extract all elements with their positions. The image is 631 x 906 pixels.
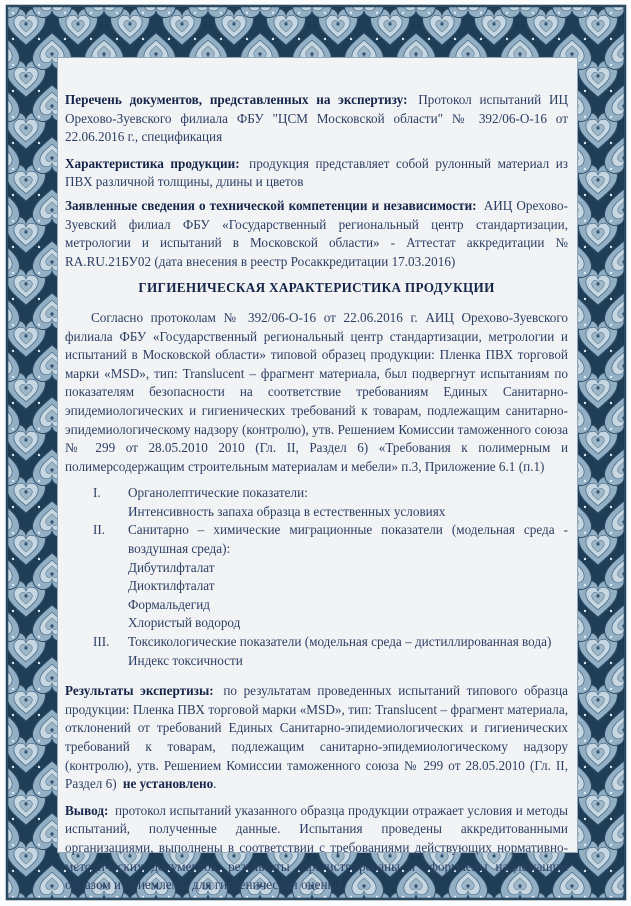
section-conclusion [65,802,568,895]
list-item-numeral: I. [93,485,101,501]
section-docs-label: Перечень документов, представленных на экспертизу: [65,92,408,107]
section-results-text: по результатам проведенных испытаний типового образца продукции: Пленка ПВХ торговой марки «MSD», тип: Translucent – фрагмент материала, отклонений от требований Единых Санитарно-эпидемиологических и гигиенических требований к товарам, подлежащим санитарно-эпидемиологическому надзору (контролю), утв. Решением Комиссии таможенного союза № 299 от 28.05.2010 (Гл. II, Раздел 6) [65,683,569,792]
indicator-line: Дибутилфталат [128,559,215,575]
section-results-verdict: не установлено [122,776,214,792]
list-item [93,484,568,521]
section-product-text: продукция представляет собой рулонный материал из ПВХ различной толщины, длины и цветов [65,155,568,190]
section-expertise-results [65,682,568,794]
document-content-area [57,57,578,893]
list-item [93,633,568,670]
page-title: ГИГИЕНИЧЕСКАЯ ХАРАКТЕРИСТИКА ПРОДУКЦИИ [138,280,495,296]
indicator-line: Санитарно – химические миграционные показатели (модельная среда - воздушная среда): [128,522,568,557]
list-item-lines [128,633,568,670]
indicator-line: Интенсивность запаха образца в естественных условиях [128,503,446,519]
indicator-list [93,484,568,670]
list-item [93,521,568,633]
indicator-line: Диоктилфталат [128,578,215,594]
list-item-lines [128,521,568,633]
list-item-numeral: II. [93,522,106,538]
section-results-label: Результаты экспертизы: [65,683,214,699]
list-item-numeral: III. [93,634,110,650]
section-product-characteristic [65,155,568,192]
section-product-label: Характеристика продукции: [65,155,240,171]
section-competence [65,197,568,271]
list-item-lines [128,484,568,521]
section-results-period: . [213,776,217,792]
section-conclusion-label: Вывод: [65,802,109,818]
section-docs-list [65,91,568,147]
indicator-line: Формальдегид [128,596,210,612]
section-competence-label: Заявленные сведения о технической компетенции и независимости: [65,197,477,213]
section-according-protocols: Согласно протоколам № 392/06-О-16 от 22.06.2016 г. АИЦ Орехово-Зуевского филиала ФБУ «Государственный региональный центр стандартизации, метрологии и испытаний в Московской области» типовой образец продукции: Пленка ПВХ торговой марки «MSD», тип: Translucent – фрагмент материала, был подвергнут испытаниям по показателям безопасности на соответствие требованиям Единых Санитарно-эпидемиологических и гигиенических требований к товарам, подлежащим санитарно-эпидемиологическому надзору (контролю), утв. Решением Комиссии таможенного союза № 299 от 28.05.2010 2010 (Гл. II, Раздел 6) «Требования к полимерным и полимерсодержащим строительным материалам и мебели» п.3, Приложение 6.1 (п.1) [65,309,568,474]
section-conclusion-text: протокол испытаний указанного образца продукции отражает условия и методы испытаний, полученные данные. Испытания проведены аккредитованными организациями, выполнены в соответствии с требованиями действующих нормативно-методических документов, результаты зарегистрированы и оформлены надлежащим образом и приемлемы для гигиенической оценки. [65,802,568,893]
indicator-line: Органолептические показатели: [128,485,308,501]
indicator-line: Токсикологические показатели (модельная среда – дистиллированная вода) [128,634,552,650]
indicator-line: Хлористый водород [128,615,241,631]
section-docs-text: Протокол испытаний ИЦ Орехово-Зуевского филиала ФБУ "ЦСМ Московской области" № 392/06-О-16 от 22.06.2016 г., спецификация [65,92,569,145]
indicator-line: Индекс токсичности [128,652,243,668]
section-competence-text: АИЦ Орехово-Зуевский филиал ФБУ «Государственный региональный центр стандартизации, метрологии и испытаний в Московской области» - Аттестат аккредитации № RA.RU.21БУ02 (дата внесения в реестр Росаккредитации 17.03.2016) [65,197,568,269]
